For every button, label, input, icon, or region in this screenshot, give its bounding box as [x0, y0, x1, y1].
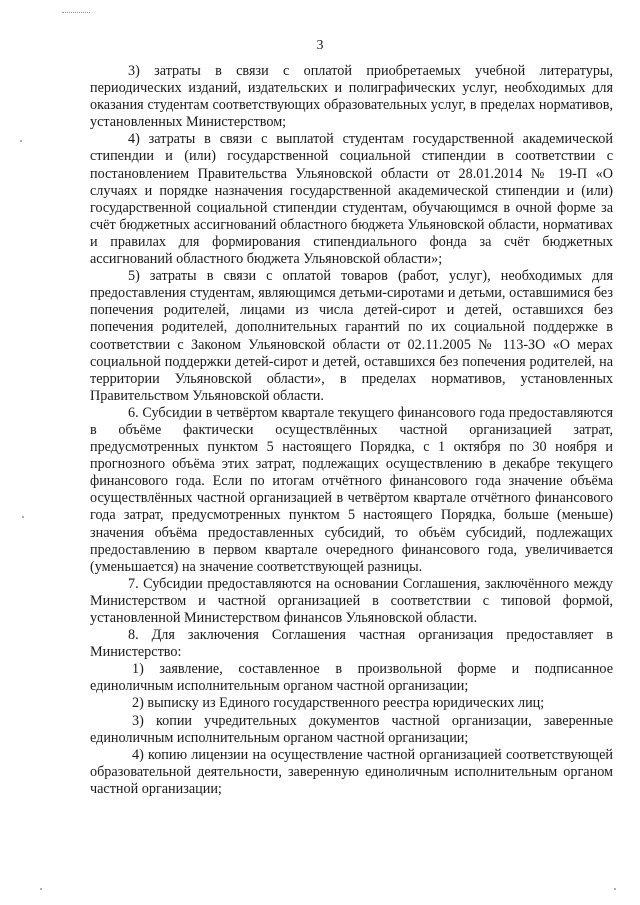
paragraph-4-scholarship: 4) затраты в связи с выплатой студентам государственной академической стипендии и (или) государственной социальной стипендии в соответствии с постановлением Правительства Ульяновской области от 28.01.2014 № 19-П «О случаях и порядке назначения государственной академической стипендии и (или) государственной социальной стипендии студентам, обучающимся в очной форме за счёт бюджетных ассигнований областного бюджета Ульяновской области, нормативах и правилах для формирования стипендиального фонда за счёт бюджетных ассигнований областного бюджета Ульяновской области»; — [90, 131, 613, 268]
paragraph-7-agreement: 7. Субсидии предоставляются на основании Соглашения, заключённого между Министерством и частной организацией в соответствии с типовой формой, установленной Министерством финансов Ульяновской области. — [90, 575, 613, 626]
paragraph-6-fourth-quarter: 6. Субсидии в четвёртом квартале текущего финансового года предоставляются в объёме фактически осуществлённых частной организацией затрат, предусмотренных пунктом 5 настоящего Порядка, с 1 октября по 30 ноября и прогнозного объёма этих затрат, подлежащих осуществлению в декабре текущего финансового года. Если по итогам отчётного финансового года значение объёма осуществлённых частной организацией в четвёртом квартале отчётного финансового года затрат, предусмотренных пунктом 5 настоящего Порядка, больше (меньше) значения объёма предоставленных субсидий, то объём субсидий, подлежащих предоставлению в первом квартале очередного финансового года, увеличивается (уменьшается) на значение соответствующей разницы. — [90, 404, 613, 575]
list-item-license-copy: 4) копию лицензии на осуществление частной организацией соответствующей образовательной деятельности, заверенную единоличным исполнительным органом частной организации; — [90, 746, 613, 797]
page-number: 3 — [316, 38, 324, 53]
scan-artifact-left-1 — [20, 140, 22, 142]
paragraph-3-textbooks: 3) затраты в связи с оплатой приобретаемых учебной литературы, периодических изданий, издательских и полиграфических услуг, необходимых для оказания студентам соответствующих образовательных услуг, в пределах нормативов, установленных Министерством; — [90, 63, 613, 131]
list-item-application: 1) заявление, составленное в произвольной форме и подписанное единоличным исполнительным органом частной организации; — [90, 661, 613, 695]
list-item-registry-extract: 2) выписку из Единого государственного реестра юридических лиц; — [132, 695, 545, 712]
paragraph-8-documents: 8. Для заключения Соглашения частная организация предоставляет в Министерство: — [90, 627, 613, 661]
scan-artifact-bottom-left — [40, 888, 42, 890]
scan-artifact-left-2 — [22, 516, 24, 518]
paragraph-5-orphans: 5) затраты в связи с оплатой товаров (работ, услуг), необходимых для предоставления студентам, являющимся детьми-сиротами и детьми, оставшимися без попечения родителей, лицами из числа детей-сирот и детей, оставшихся без попечения родителей, дополнительных гарантий по их социальной поддержке в соответствии с Законом Ульяновской области от 02.11.2005 № 113-ЗО «О мерах социальной поддержки детей-сирот и детей, оставшихся без попечения родителей, на территории Ульяновской области», в пределах нормативов, установленных Правительством Ульяновской области. — [90, 268, 613, 404]
scan-artifact-bottom-right — [614, 888, 616, 890]
document-body — [90, 63, 613, 798]
list-item-founding-docs: 3) копии учредительных документов частной организации, заверенные единоличным исполнительным органом частной организации; — [90, 712, 613, 746]
scan-artifact-top — [62, 12, 90, 13]
